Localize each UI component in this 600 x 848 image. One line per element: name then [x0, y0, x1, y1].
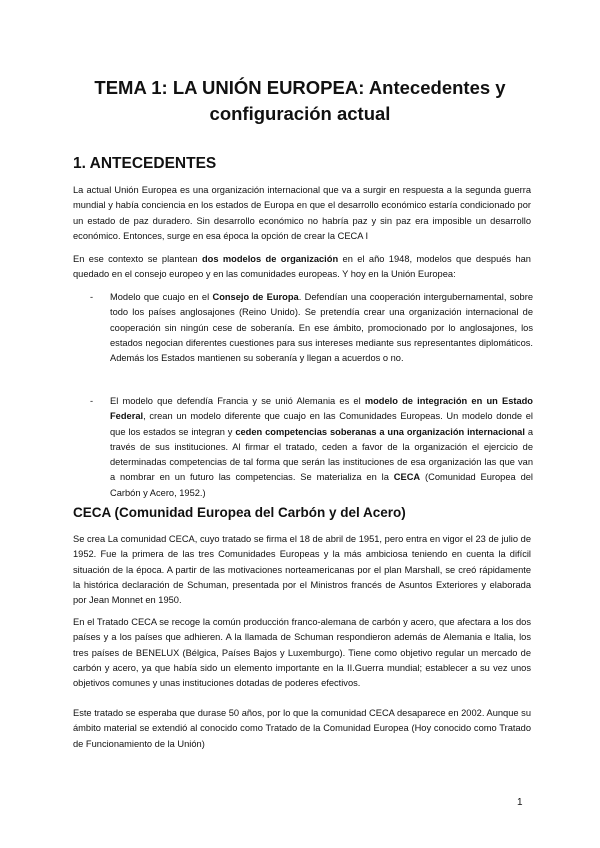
section-heading-ceca: CECA (Comunidad Europea del Carbón y del Acero) — [73, 505, 406, 520]
bold-ceca: CECA — [393, 472, 421, 483]
paragraph-ceca-treaty: En el Tratado CECA se recoge la común producción franco-alemana de carbón y acero, que afectara a los dos países y a los países que adhieren. A la llamada de Schuman respondieron además de Alemania e Italia, los tres países de BENELUX (Bélgica, Países Bajos y Luxemburgo). Tiene como objetivo regular un mercado de carbón y acero, ya que había sido un elemento importante en la II.Guerra mundial; establecer a su vez unos objetivos comunes y unas instituciones dotadas de poderes efectivos. — [73, 617, 531, 689]
paragraph-ceca-duration: Este tratado se esperaba que durase 50 años, por lo que la comunidad CECA desaparece en 2002. Aunque su ámbito material se extendió al conocido como Tratado de la Comunidad Europea (Hoy conocido como Tratado de Funcionamiento de la Unión) — [73, 708, 531, 749]
list-item-text: El modelo que defendía Francia y se unió Alemania es el modelo de integración en un Estado Federal, crean un modelo diferente que cuajo en las Comunidades Europeas. Un modelo donde el que los estados se integran y ceden competencias soberanas a una organización internacional a través de sus instituciones. Al firmar el tratado, ceden a favor de la organización el ejercicio de determinadas competencias de tal forma que serán las instituciones de esa organización las que van a nombrar en un futuro las competencias. Se materializa en la CECA (Comunidad Europea del Carbón y Acero, 1952.) — [110, 396, 533, 498]
title-line-1: TEMA 1: LA UNIÓN EUROPEA: Antecedentes y — [94, 77, 506, 98]
list-item-consejo-europa — [90, 290, 533, 366]
list-item-text: Modelo que cuajo en el Consejo de Europa. Defendían una cooperación intergubernamental, sobre todo los países anglosajones (Reino Unido). Se pretendía crear una organización internacional de cooperación sin ningún cese de soberanía. En ese ámbito, promocionado por lo anglosajones, los estados negocian diferentes cuestiones para sus intereses mediante sus representantes diplomáticos. Además los Estados mantienen su soberanía y llegan a acuerdos o no. — [110, 292, 533, 364]
paragraph-intro: La actual Unión Europea es una organización internacional que va a surgir en respuesta a la segunda guerra mundial y había conciencia en los estados de Europa en que el desarrollo económico estaría condicionado por un estado de paz duradero. Sin desarrollo económico no habría paz y sin paz era imposible un desarrollo económico. Entonces, surge en esa época la opción de crear la CECA I — [73, 185, 531, 241]
bold-consejo-europa: Consejo de Europa — [212, 292, 299, 302]
bold-dos-modelos: dos modelos de organización — [201, 254, 339, 264]
list-item-modelo-integracion — [90, 394, 533, 501]
paragraph-ceca-creation: Se crea La comunidad CECA, cuyo tratado se firma el 18 de abril de 1951, pero entra en vigor el 23 de julio de 1952. Fue la primera de las tres Comunidades Europeas y la más ambiciosa teniendo en cuenta la difícil situación de la época. A partir de las motivaciones norteamericanas por el plan Marshall, se creó rápidamente la histórica declaración de Schuman, presentada por el Ministros francés de Asuntos Exteriores y elaborada por Jean Monnet en 1950. — [73, 534, 531, 606]
bullet-dash: - — [90, 396, 94, 406]
section-heading-antecedentes: 1. ANTECEDENTES — [73, 155, 217, 172]
bullet-dash: - — [90, 292, 94, 302]
page-number: 1 — [517, 797, 523, 808]
title-line-2: configuración actual — [209, 103, 391, 124]
page-title — [60, 75, 540, 127]
bold-ceden-competencias: ceden competencias soberanas a una organización internacional — [235, 426, 525, 437]
bold-modelo-integracion: modelo de integración en un Estado Federal — [110, 396, 533, 422]
paragraph-models: En ese contexto se plantean dos modelos de organización en el año 1948, modelos que después han quedado en el consejo europeo y en las comunidades europeas. Y hoy en la Unión Europea: — [73, 254, 531, 280]
